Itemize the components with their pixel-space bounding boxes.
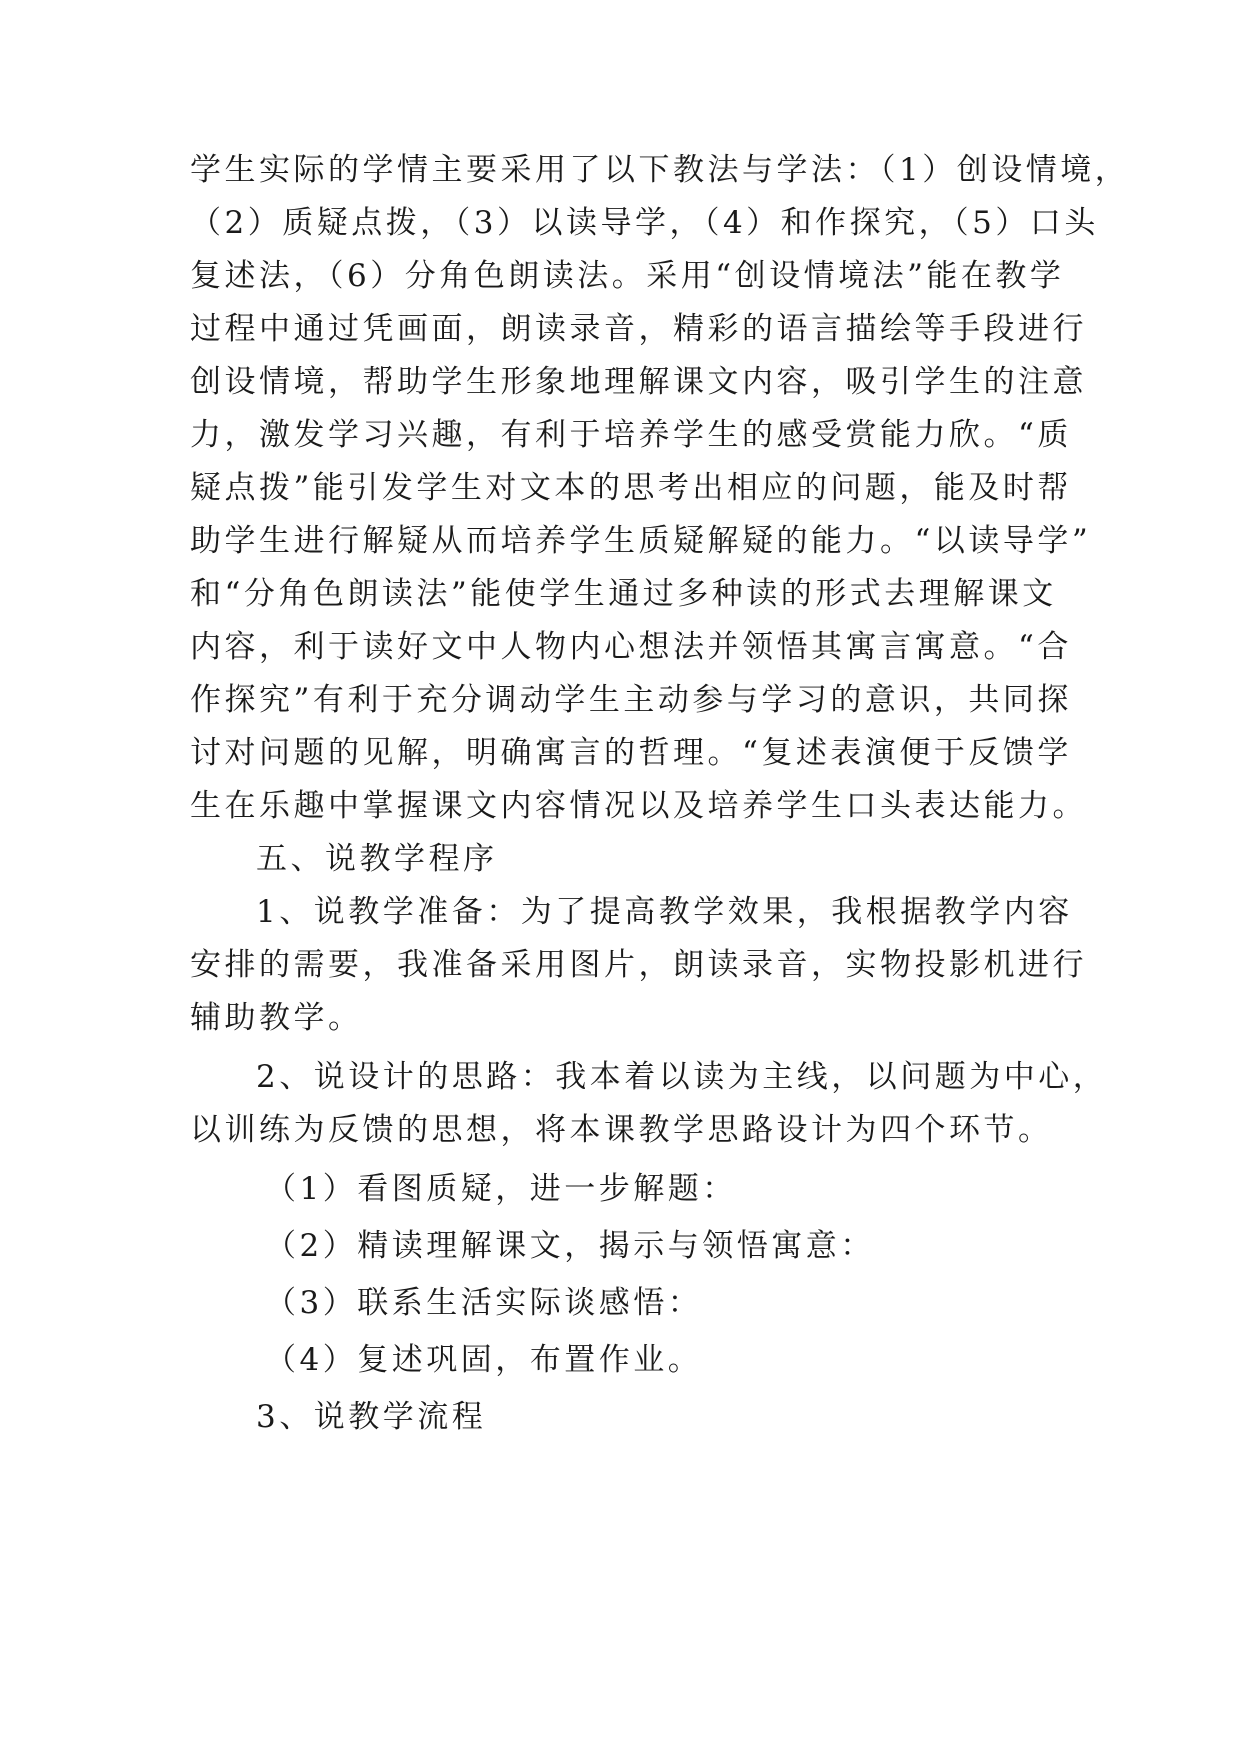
paragraph-line: 和“分角色朗读法”能使学生通过多种读的形式去理解课文	[190, 576, 1057, 612]
list-item: （1）看图质疑，进一步解题：	[265, 1171, 737, 1207]
paragraph-line: 疑点拨”能引发学生对文本的思考出相应的问题，能及时帮	[190, 470, 1072, 506]
paragraph-line: 作探究”有利于充分调动学生主动参与学习的意识，共同探	[190, 682, 1072, 718]
paragraph-line: 1、说教学准备：为了提高教学效果，我根据教学内容	[256, 894, 1073, 930]
paragraph-line: 2、说设计的思路：我本着以读为主线，以问题为中心，	[256, 1059, 1108, 1095]
paragraph-line: 助学生进行解疑从而培养学生质疑解疑的能力。“以读导学”	[190, 523, 1092, 559]
paragraph-line: 复述法，（6）分角色朗读法。采用“创设情境法”能在教学	[190, 258, 1065, 294]
paragraph-line: 创设情境，帮助学生形象地理解课文内容，吸引学生的注意	[190, 364, 1087, 400]
section-heading: 五、说教学程序	[256, 841, 498, 877]
paragraph-line: 讨对问题的见解，明确寓言的哲理。“复述表演便于反馈学	[190, 735, 1072, 771]
paragraph-line: 安排的需要，我准备采用图片，朗读录音，实物投影机进行	[190, 947, 1087, 983]
paragraph-line: 内容，利于读好文中人物内心想法并领悟其寓言寓意。“合	[190, 629, 1072, 665]
paragraph-line: 辅助教学。	[190, 1000, 363, 1036]
paragraph-line: 以训练为反馈的思想，将本课教学思路设计为四个环节。	[190, 1112, 1053, 1148]
paragraph-line: 力，激发学习兴趣，有利于培养学生的感受赏能力欣。“质	[190, 417, 1072, 453]
paragraph-line: 学生实际的学情主要采用了以下教法与学法：（1）创设情境，	[190, 152, 1130, 188]
list-item: （4）复述巩固，布置作业。	[265, 1342, 703, 1378]
paragraph-line: 过程中通过凭画面，朗读录音，精彩的语言描绘等手段进行	[190, 311, 1087, 347]
list-item: （2）精读理解课文，揭示与领悟寓意：	[265, 1228, 875, 1264]
list-item: （3）联系生活实际谈感悟：	[265, 1285, 703, 1321]
section-heading: 3、说教学流程	[256, 1399, 487, 1435]
paragraph-line: （2）质疑点拨，（3）以读导学，（4）和作探究，（5）口头	[190, 205, 1099, 241]
paragraph-line: 生在乐趣中掌握课文内容情况以及培养学生口头表达能力。	[190, 788, 1087, 824]
